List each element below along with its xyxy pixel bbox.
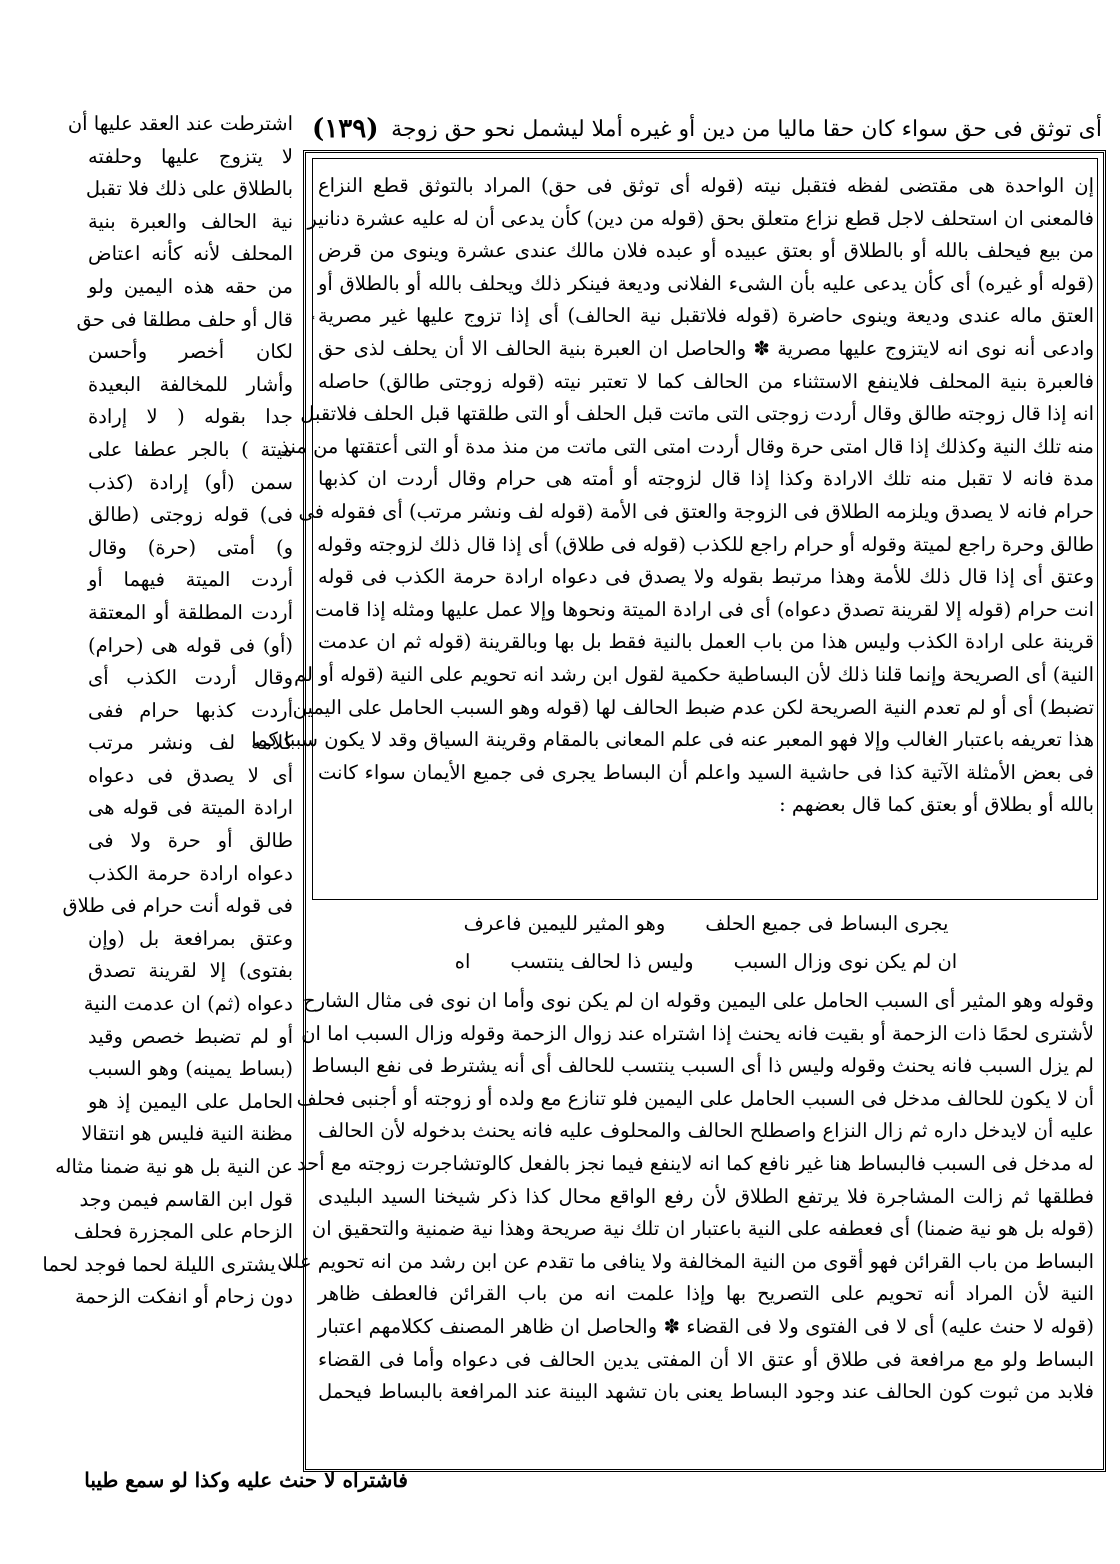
side-line: من حقه هذه اليمين ولو [88,274,293,298]
verse-hemistich: يجرى البساط فى جميع الحلف [705,912,949,935]
verse-end-mark: اه [454,950,471,973]
side-line: أردت المطلقة أو المعتقة [88,600,293,624]
side-line: (بساط يمينه) وهو السبب [88,1057,293,1081]
side-line: بفتوى) إلا لقرينة تصدق [88,959,293,983]
header-text: أى توثق فى حق سواء كان حقا ماليا من دين أو غيره أملا ليشمل نحو حق زوجة [391,116,1102,142]
side-line: دعواه ارادة حرمة الكذب [88,861,293,885]
text-line: تضبط) أى أو لم تعدم النية الصريحة لكن عدم ضبط الحالف لها (قوله وهو السبب الحامل على اليمين [292,695,1094,719]
side-main-text [42,108,293,1314]
side-line: قال أو حلف مطلقا فى حق [76,307,293,331]
text-line: حرام فانه لا يصدق ويلزمه الطلاق فى الزوجة والعتق فى الأمة (قوله لف ونشر مرتب) أى فقوله فى [298,499,1094,523]
side-line: و) أمتى (حرة) وقال [88,535,293,559]
text-line: البساط من باب القرائن فهو أقوى من النية المخالفة ولا ينافى ما تقدم عن ابن رشد من انه تحويم على [277,1249,1094,1273]
side-line: المحلف لأنه كأنه اعتاض [88,242,293,266]
text-line: النية لأن المراد أنه تحويم على التصريح بها وإذا علمت انه من باب القرائن فالعطف ظاهر [318,1282,1094,1306]
side-line: دعواه (ثم) ان عدمت النية [83,992,293,1016]
verse-block [318,905,1094,981]
text-line: النية) أى الصريحة وإنما قلنا ذلك لأن البساطية حكمية لقول ابن رشد انه تحويم على النية (قوله أو لم [294,662,1094,686]
side-line: فى قوله أنت حرام فى طلاق [62,894,293,918]
side-line: أى لا يصدق فى دعواه [88,763,293,787]
text-line: فالعبرة بنية المحلف فلاينفع الاستثناء من الحالف كما لا تعتبر نيته (قوله زوجتى طالق) حاصله [318,369,1094,393]
side-line: وأشار للمخالفة البعيدة [88,372,293,396]
side-line: عن النية بل هو نية ضمنا مثاله [55,1155,293,1178]
side-line: الزحام على المجزرة فحلف [73,1220,293,1244]
side-line: لكان أخصر وأحسن [88,340,293,364]
text-line: وعتق أى إذا قال ذلك للأمة وهذا مرتبط بقوله ولا يصدق فى دعواه ارادة حرمة الكذب فى قوله [318,565,1094,589]
page-number: (١٣٩) [312,114,379,144]
side-line: بالطلاق على ذلك فلا تقبل [85,177,293,201]
text-line: فطلقها ثم زالت المشاجرة فلا يرتفع الطلاق لأن رفع الواقع محال كذا ذكر شيخنا السيد البليدى [318,1184,1094,1208]
text-line: بالله أو بطلاق أو بعتق كما قال بعضهم : [779,793,1094,817]
text-line: عليه أن لايدخل داره ثم زال النزاع واصطلح الحالف والمحلوف عليه فانه يحنث بدخوله لأن الحالف [318,1119,1094,1143]
verse-line [318,905,1094,943]
text-line: (قوله أو غيره) أى كأن يدعى عليه بأن الشىء الفلانى وديعة فينكر ذلك ويحلف بالله أو بالطلاق أو [318,271,1094,295]
verse-hemistich: وهو المثير لليمين فاعرف [463,912,666,935]
text-line: فلابد من ثبوت كون الحالف عند وجود البساط يعنى بان تشهد البينة عند المرافعة بالبساط فيحمل [318,1380,1094,1404]
text-line: البساط ولو مع مرافعة فى طلاق أو عتق الا أن المفتى يدين الحالف فى دعواه وأما فى القضاء [318,1347,1094,1371]
text-line: له مدخل فى السبب فالبساط هنا غير نافع كما انه لاينفع فيما نجز بالفعل كالوتشاجرت زوجته مع أحد [296,1151,1094,1175]
verse-hemistich: وليس ذا لحالف ينتسب [510,950,694,973]
side-line: مظنة النية فليس هو انتقالا [81,1122,293,1146]
side-line: سمن (أو) إرادة (كذب [88,470,293,494]
side-line: وعتق بمرافعة بل (وإن [88,926,293,950]
side-line: قول ابن القاسم فيمن وجد [79,1187,293,1211]
text-line: فالمعنى ان استحلف لاجل قطع نزاع متعلق بحق (قوله من دين) كأن يدعى أن له عليه عشرة دنانير [307,206,1094,230]
verse-hemistich: ان لم يكن نوى وزال السبب [733,950,958,973]
text-line: أن لا يكون للحالف مدخل فى السبب الحامل على اليمين فلو تنازع مع ولده أو زوجته أو أجنبى فحلف [296,1086,1094,1110]
side-line: جدا بقوله ( لا إرادة [88,405,293,429]
side-line: فى) قوله زوجتى (طالق [88,503,293,527]
text-line: فى بعض الأمثلة الآتية كذا فى حاشية السيد واعلم أن البساط يجرى فى جميع الأيمان سواء كانت [318,760,1094,784]
text-line: طالق وحرة راجع لميتة وقوله أو حرام راجع للكذب (قوله فى طلاق) أى إذا قال ذلك لزوجته وقوله [317,532,1094,556]
text-line: لم يزل السبب فانه يحنث وقوله وليس ذا أى السبب ينتسب للحالف أى أنه يشترط فى نفع البساط [311,1054,1094,1078]
side-line: اشترطت عند العقد عليها أن [67,112,293,135]
side-line: الحامل على اليمين إذ هو [88,1089,293,1113]
side-line: ميتة ) بالجر عطفا على [88,437,293,461]
commentary-upper-block [251,170,1094,822]
text-line: هذا تعريفه باعتبار الغالب وإلا فهو المعبر عنه فى علم المعانى بالمقام وقرينة السياق وقد لا يكون سببا كما [251,728,1094,752]
side-line: لا يتزوج عليها وحلفته [88,144,293,168]
side-line: كلامه لف ونشر مرتب [88,731,293,755]
text-line: إن الواحدة هى مقتضى لفظه فتقبل نيته (قوله أى توثق فى حق) المراد بالتوثق قطع النزاع [318,174,1094,197]
side-line: أردت كذبها حرام ففى [88,698,293,722]
text-line: العتق ماله عندى وديعة وينوى حاضرة (قوله فلاتقبل نية الحالف) أى إذا تزوج عليها غير مصرية [318,304,1094,328]
margin-mark: ʿ [312,314,316,328]
side-line: طالق أو حرة ولا فى [88,829,293,853]
text-line: وقوله وهو المثير أى السبب الحامل على اليمين وقوله ان لم يكن نوى وأما ان نوى فى مثال الشارح [303,989,1094,1012]
side-line: أو لم تضبط خصص وقيد [88,1024,293,1048]
text-line: لأشترى لحمًا ذات الزحمة أو بقيت فانه يحنث إذا اشتراه عند زوال الزحمة وقوله وزال السبب اما ان [301,1021,1094,1045]
text-line: (قوله لا حنث عليه) أى لا فى الفتوى ولا فى القضاء ✽ والحاصل ان ظاهر المصنف ككلامهم اعتبار [318,1314,1094,1338]
commentary-lower-block [277,985,1094,1409]
side-line: ارادة الميتة فى قوله هى [88,796,293,820]
text-line: من بيع فيحلف بالله أو بالطلاق أو بعتق عبيده أو عبده فلان مالك عندى عشرة وينوى من قرض [318,239,1094,263]
text-line: انت حرام (قوله إلا لقرينة تصدق دعواه) أى فى ارادة الميتة ونحوها وإلا عمل عليها ومثله إذا قامت [315,597,1094,621]
text-line: منه تلك النية وكذلك إذا قال امتى حرة وقال أردت امتى التى ماتت من منذ مدة أو التى أعتقتها من منذ [280,434,1094,458]
text-line: قرينة على ارادة الكذب وليس هذا من باب العمل بالنية فقط بل بها وبالقرينة (قوله ثم ان عدمت [318,630,1094,654]
verse-line [318,943,1094,981]
running-header [312,108,1102,150]
side-line: دون زحام أو انفكت الزحمة [74,1285,293,1309]
side-line: وقال أردت الكذب أى [88,666,293,690]
text-line: انه إذا قال زوجته طالق وقال أردت زوجتى التى ماتت قبل الحلف أو التى طلقتها قبل الحلف فلاتقبل [300,402,1094,426]
side-line: (أو) فى قوله هى (حرام) [88,633,293,657]
text-line: (قوله بل هو نية ضمنا) أى فعطفه على النية باعتبار ان تلك نية صريحة وهذا نية ضمنية والتحقيق ان [311,1217,1094,1241]
text-line: مدة فانه لا تقبل منه تلك الارادة وكذا إذا قال لزوجته أو أمته هى حرام وقال أردت ان كذبها [318,467,1094,491]
side-line: أردت الميتة فيهما أو [88,568,293,592]
side-line: نية الحالف والعبرة بنية [88,209,293,233]
catchword-footer: فاشتراه لا حنث عليه وكذا لو سمع طيبا [84,1468,408,1492]
text-line: وادعى أنه نوى انه لايتزوج عليها مصرية ✽ والحاصل ان العبرة بنية الحالف الا أن يحلف لذى حق [318,336,1094,360]
side-line: لا يشترى الليلة لحما فوجد لحما [42,1252,293,1276]
